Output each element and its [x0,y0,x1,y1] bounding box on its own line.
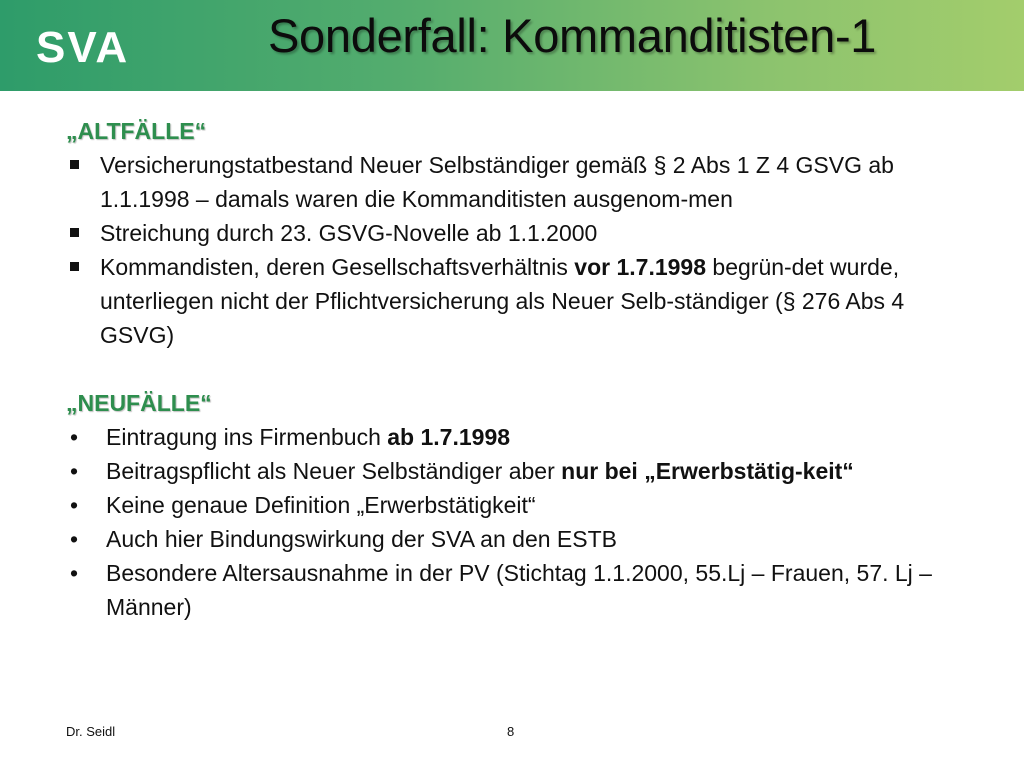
round-bullet-icon: • [70,492,79,518]
list-item [66,454,966,488]
list-item-text: Auch hier Bindungswirkung der SVA an den ESTB [106,526,617,552]
slide-header [0,0,1024,91]
list-item-text: Keine genaue Definition „Erwerbstätigkeit“ [106,492,536,518]
square-bullet-icon [70,262,79,271]
list-item-text: Streichung durch 23. GSVG-Novelle ab 1.1.2000 [100,220,598,246]
list-item [66,522,966,556]
slide-title: Sonderfall: Kommanditisten-1 [268,9,877,62]
square-bullet-icon [70,228,79,237]
round-bullet-icon: • [70,560,79,586]
altfaelle-heading: „ALTFÄLLE“ [66,118,207,144]
slide-content [66,114,966,624]
square-bullet-icon [70,160,79,169]
list-item [66,216,966,250]
round-bullet-icon: • [70,458,79,484]
altfaelle-list [66,148,966,352]
list-item-text-bold: ab 1.7.1998 [387,424,511,450]
list-item [66,250,966,352]
sva-logo [36,22,172,70]
list-item-text-pre: Kommandisten, deren Gesellschaftsverhältnis [100,254,575,280]
list-item-text: Versicherungstatbestand Neuer Selbständiger gemäß § 2 Abs 1 Z 4 GSVG ab 1.1.1998 – damals waren die Kommanditisten ausgenom-men [100,152,894,212]
sva-logo-graphic [36,26,172,66]
list-item-text-pre: Beitragspflicht als Neuer Selbständiger aber [106,458,562,484]
list-item [66,556,966,624]
list-item [66,488,966,522]
footer-page-number: 8 [507,724,515,739]
neufaelle-heading: „NEUFÄLLE“ [66,390,212,416]
footer-author: Dr. Seidl [66,724,116,739]
list-item-text-pre: Eintragung ins Firmenbuch [106,424,388,450]
list-item [66,420,966,454]
list-item-text: Besondere Altersausnahme in der PV (Stichtag 1.1.2000, 55.Lj – Frauen, 57. Lj – Männer) [106,560,932,620]
sva-logo-text: SVA [36,26,130,66]
list-item-text-bold: vor 1.7.1998 [574,254,707,280]
round-bullet-icon: • [70,424,79,450]
list-item [66,148,966,216]
list-item-text-bold: nur bei „Erwerbstätig-keit“ [561,458,854,484]
list-item-text-post: begrün-det wurde, unterliegen nicht der Pflichtversicherung als Neuer Selb-ständiger (§ 276 Abs 4 GSVG) [100,254,905,348]
section-gap [66,352,966,386]
round-bullet-icon: • [70,526,79,552]
neufaelle-list [66,420,966,624]
